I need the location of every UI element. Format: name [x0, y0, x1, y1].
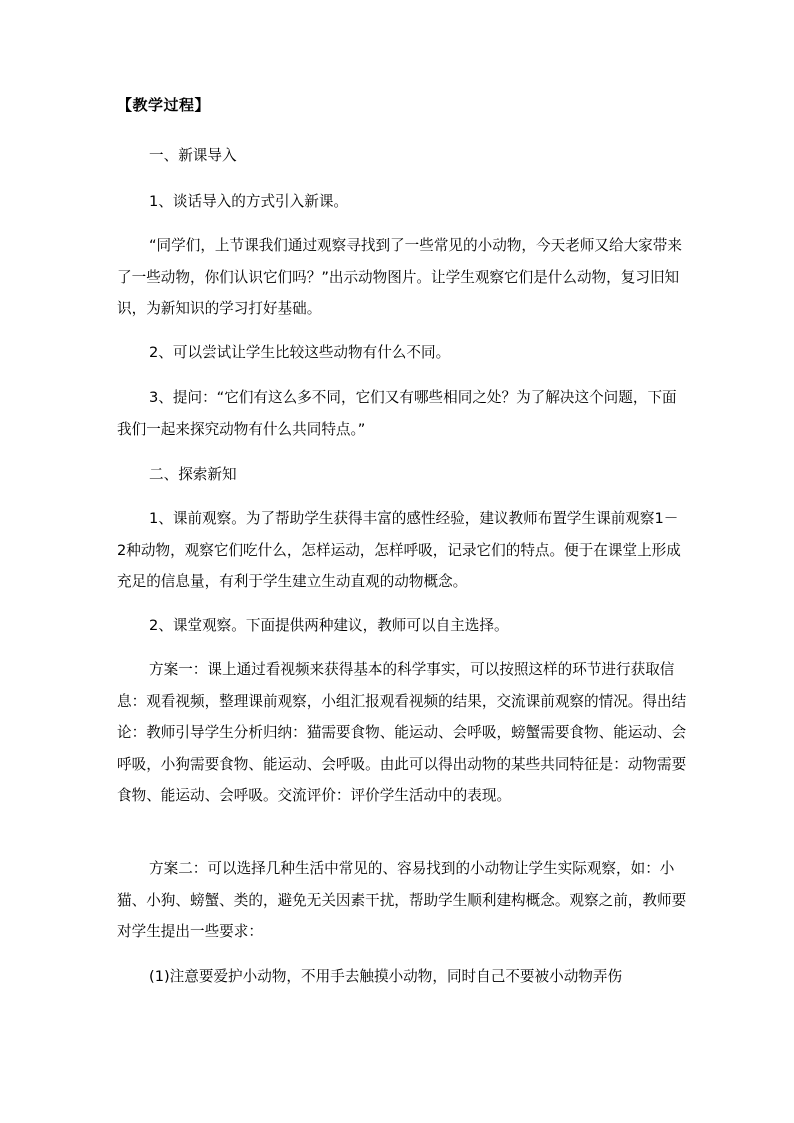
paragraph-plan-two: 方案二：可以选择几种生活中常见的、容易找到的小动物让学生实际观察，如：小猫、小狗、螃蟹、类的，避免无关因素干扰，帮助学生顺利建构概念。观察之前，教师要对学生提出一些要求：	[117, 860, 687, 940]
paragraph-intro-3: 3、提问：“它们有这么多不同，它们又有哪些相同之处？为了解决这个问题，下面我们一起来探究动物有什么共同特点。”	[117, 389, 677, 438]
paragraph-requirement-1: (1)注意要爱护小动物，不用手去触摸小动物，同时自己不要被小动物弄伤	[149, 968, 623, 985]
section-heading: 【教学过程】	[117, 96, 211, 114]
paragraph-intro-1: 1、谈话导入的方式引入新课。	[149, 193, 349, 210]
section-title-intro: 一、新课导入	[149, 147, 237, 164]
section-title-explore: 二、探索新知	[149, 466, 237, 483]
paragraph-intro-quote: “同学们，上节课我们通过观察寻找到了一些常见的小动物，今天老师又给大家带来了一些动物，你们认识它们吗？”出示动物图片。让学生观察它们是什么动物，复习旧知识，为新知识的学习打好基础。	[117, 237, 682, 317]
paragraph-explore-1: 1、课前观察。为了帮助学生获得丰富的感性经验，建议教师布置学生课前观察1－2种动物，观察它们吃什么，怎样运动，怎样呼吸，记录它们的特点。便于在课堂上形成充足的信息量，有利于学生建立生动直观的动物概念。	[117, 510, 681, 590]
paragraph-plan-one: 方案一：课上通过看视频来获得基本的科学事实，可以按照这样的环节进行获取信息：观看视频，整理课前观察，小组汇报观看视频的结果，交流课前观察的情况。得出结论：教师引导学生分析归纳：猫需要食物、能运动、会呼吸，螃蟹需要食物、能运动、会呼吸，小狗需要食物、能运动、会呼吸。由此可以得出动物的某些共同特征是：动物需要食物、能运动、会呼吸。交流评价：评价学生活动中的表现。	[117, 661, 687, 804]
paragraph-explore-2: 2、课堂观察。下面提供两种建议，教师可以自主选择。	[149, 617, 509, 634]
paragraph-intro-2: 2、可以尝试让学生比较这些动物有什么不同。	[149, 344, 451, 361]
